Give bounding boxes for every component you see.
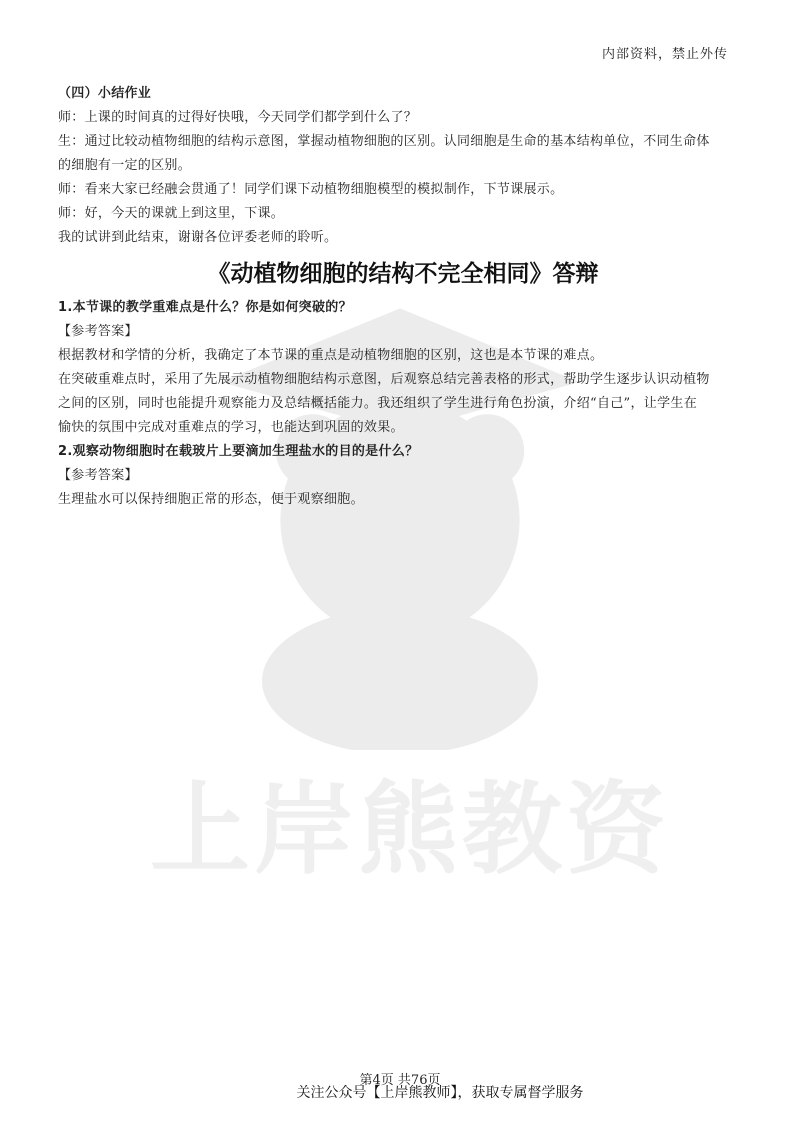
dialogue-line: 师：看来大家已经融会贯通了！同学们课下动植物细胞模型的模拟制作，下节课展示。 — [58, 182, 564, 197]
page-content — [58, 82, 748, 512]
dialogue-line: 师：上课的时间真的过得好快哦，今天同学们都学到什么了？ — [58, 110, 418, 125]
answer-line: 生理盐水可以保持细胞正常的形态，便于观察细胞。 — [58, 492, 364, 507]
question-2: 2.观察动物细胞时在载玻片上要滴加生理盐水的目的是什么？ — [58, 444, 419, 459]
watermark-text: 上岸熊教资 — [150, 771, 670, 888]
dialogue-line: 我的试讲到此结束，谢谢各位评委老师的聆听。 — [58, 230, 338, 245]
answer-line: 根据教材和学情的分析，我确定了本节课的重点是动植物细胞的区别，这也是本节课的难点。 — [58, 348, 604, 363]
answer-label: 【参考答案】 — [58, 324, 138, 339]
footer-promo: 关注公众号【上岸熊教师】，获取专属督学服务 — [296, 1085, 584, 1101]
question-1: 1.本节课的教学重难点是什么？你是如何突破的？ — [58, 300, 352, 315]
answer-line: 之间的区别，同时也能提升观察能力及总结概括能力。我还组织了学生进行角色扮演，介绍“自己”，让学生在 — [58, 396, 697, 411]
section-heading: （四）小结作业 — [58, 86, 152, 101]
answer-line: 愉快的氛围中完成对重难点的学习，也能达到巩固的效果。 — [58, 420, 404, 435]
dialogue-line: 师：好，今天的课就上到这里，下课。 — [58, 206, 285, 221]
dialogue-line: 生：通过比较动植物细胞的结构示意图，掌握动植物细胞的区别。认同细胞是生命的基本结构单位，不同生命体 — [58, 134, 710, 149]
defense-title: 《动植物细胞的结构不完全相同》答辩 — [207, 261, 599, 287]
confidential-notice: 内部资料，禁止外传 — [601, 47, 728, 62]
answer-line: 在突破重难点时，采用了先展示动植物细胞结构示意图，后观察总结完善表格的形式，帮助学生逐步认识动植物 — [58, 372, 710, 387]
dialogue-line: 的细胞有一定的区别。 — [58, 158, 192, 173]
page-number: 第4页 共76页 — [359, 1073, 441, 1088]
answer-label: 【参考答案】 — [58, 468, 138, 483]
